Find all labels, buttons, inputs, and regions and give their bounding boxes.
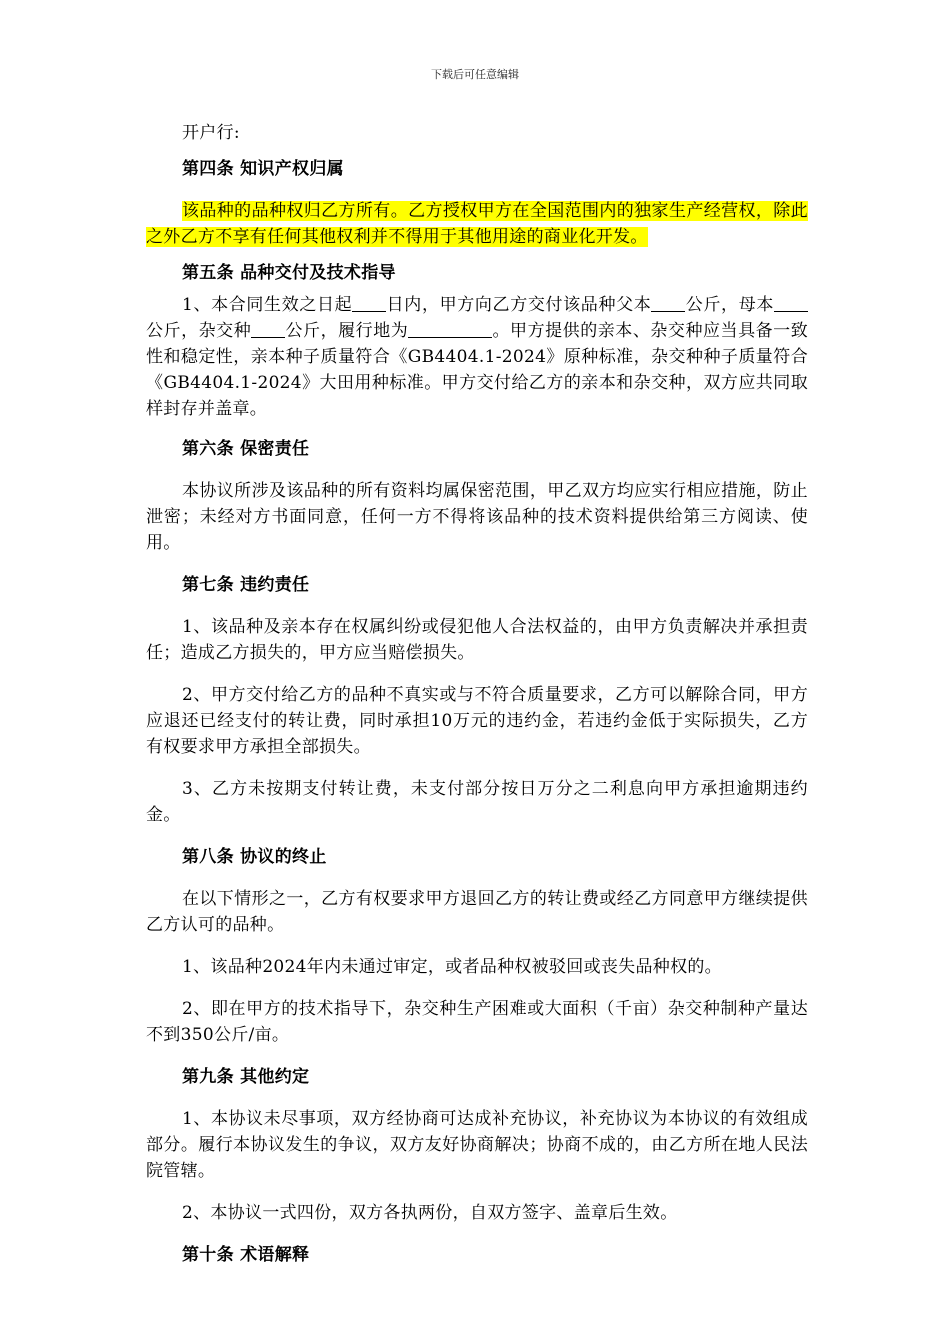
article-9-heading: 第九条 其他约定 — [182, 1067, 310, 1087]
article-5-heading: 第五条 品种交付及技术指导 — [182, 263, 396, 283]
blank-mother-kg — [774, 293, 808, 312]
article-8-heading: 第八条 协议的终止 — [182, 847, 327, 867]
article-5-paragraph: 1、本合同生效之日起 日内，甲方向乙方交付该品种父本 公斤，母本公斤，杂交种 公斤，履行地为 。甲方提供的亲本、杂交种应当具备一致性和稳定性，亲本种子质量符合《GB4404.1-2024》原种标准，杂交种种子质量符合《GB4404.1-2024》大田用种标准。甲方交付给乙方的亲本和杂交种，双方应共同取样封存并盖章。 — [146, 295, 808, 419]
article-9-item-2: 2、本协议一式四份，双方各执两份，自双方签字、盖章后生效。 — [182, 1203, 678, 1223]
blank-father-kg — [651, 293, 685, 312]
article-8-item-2: 2、即在甲方的技术指导下，杂交种生产困难或大面积（千亩）杂交种制种产量达不到350公斤/亩。 — [146, 999, 808, 1045]
blank-hybrid-kg — [251, 319, 285, 338]
bank-line: 开户行: — [182, 123, 240, 143]
document-body — [146, 120, 808, 1268]
article-6-paragraph: 本协议所涉及该品种的所有资料均属保密范围，甲乙双方均应实行相应措施，防止泄密；未经对方书面同意，任何一方不得将该品种的技术资料提供给第三方阅读、使用。 — [146, 481, 808, 553]
article-6-heading: 第六条 保密责任 — [182, 439, 310, 459]
article-7-item-1: 1、该品种及亲本存在权属纠纷或侵犯他人合法权益的，由甲方负责解决并承担责任；造成乙方损失的，甲方应当赔偿损失。 — [146, 617, 808, 663]
blank-location — [408, 319, 492, 338]
article-10-heading: 第十条 术语解释 — [182, 1245, 310, 1265]
article-8-paragraph: 在以下情形之一，乙方有权要求甲方退回乙方的转让费或经乙方同意甲方继续提供乙方认可的品种。 — [146, 889, 808, 935]
article-4-paragraph — [146, 198, 808, 250]
article-4-heading: 第四条 知识产权归属 — [182, 159, 344, 179]
article-7-heading: 第七条 违约责任 — [182, 575, 310, 595]
highlighted-text: 该品种的品种权归乙方所有。乙方授权甲方在全国范围内的独家生产经营权，除此之外乙方不享有任何其他权利并不得用于其他用途的商业化开发。 — [146, 201, 808, 247]
article-8-item-1: 1、该品种2024年内未通过审定，或者品种权被驳回或丧失品种权的。 — [182, 957, 722, 977]
article-9-item-1: 1、本协议未尽事项，双方经协商可达成补充协议，补充协议为本协议的有效组成部分。履行本协议发生的争议，双方友好协商解决；协商不成的，由乙方所在地人民法院管辖。 — [146, 1109, 808, 1181]
page-header-note: 下载后可任意编辑 — [431, 68, 519, 81]
blank-days — [352, 293, 386, 312]
article-7-item-3: 3、乙方未按期支付转让费，未支付部分按日万分之二利息向甲方承担逾期违约金。 — [146, 779, 808, 825]
article-7-item-2: 2、甲方交付给乙方的品种不真实或与不符合质量要求，乙方可以解除合同，甲方应退还已经支付的转让费，同时承担10万元的违约金，若违约金低于实际损失，乙方有权要求甲方承担全部损失。 — [146, 685, 808, 757]
